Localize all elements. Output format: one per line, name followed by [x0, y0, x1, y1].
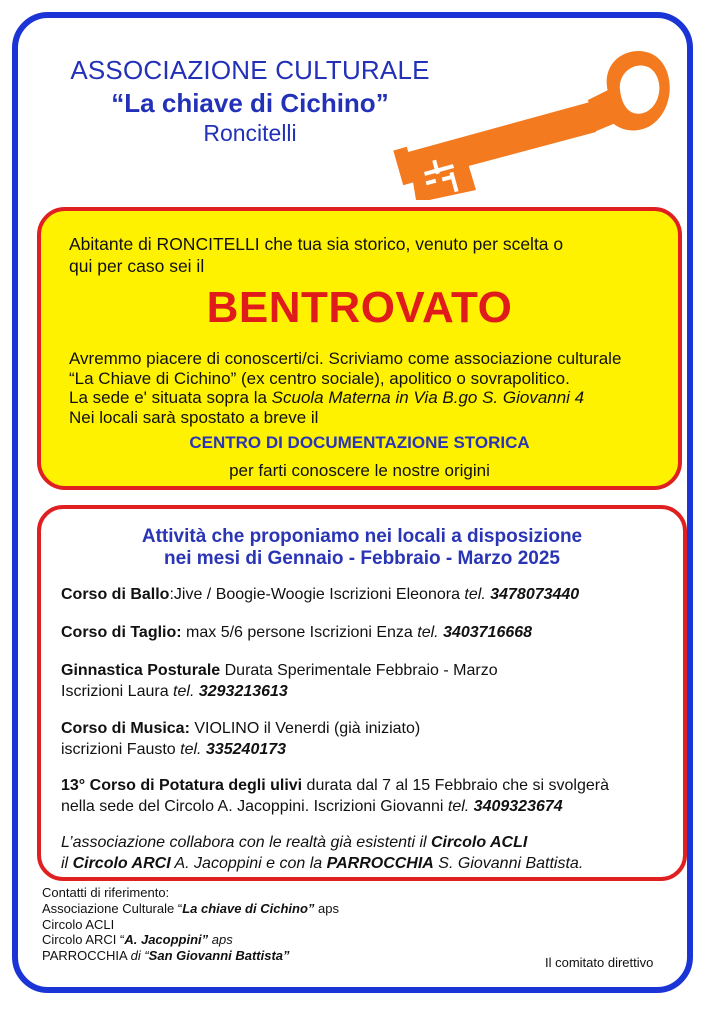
activity-name: Corso di Taglio:: [61, 624, 182, 641]
body-line: Nei locali sarà spostato a breve il: [69, 407, 319, 427]
association-town: Roncitelli: [203, 120, 297, 146]
phone-number: 3409323674: [473, 798, 563, 815]
body-text: La sede e' situata sopra la: [69, 388, 272, 407]
association-name: “La chiave di Cichino”: [111, 88, 389, 118]
activity-potatura: [61, 775, 676, 817]
activity-desc: nella sede del Circolo A. Jacoppini. Iscrizioni Giovanni: [61, 798, 448, 815]
activity-desc: iscrizioni Fausto: [61, 741, 181, 758]
contact-text: aps: [314, 900, 339, 916]
welcome-headline: BENTROVATO: [206, 283, 513, 332]
collab-text: L’associazione collabora con le realtà già esistenti il: [61, 834, 431, 851]
activities-title: [41, 526, 683, 570]
body-line: Avremmo piacere di conoscerti/ci. Scriviamo come associazione culturale: [69, 349, 622, 368]
collab-partner: PARROCCHIA: [326, 855, 434, 872]
tel-label: tel.: [417, 624, 439, 641]
contact-name: A. Jacoppini”: [124, 932, 209, 948]
collab-text: il: [61, 855, 73, 872]
body-line: “La Chiave di Cichino” (ex centro sociale), apolitico o sovrapolitico.: [69, 368, 570, 388]
intro-line: Abitante di RONCITELLI che tua sia storico, venuto per scelta o: [69, 234, 564, 254]
activity-desc: max 5/6 persone Iscrizioni Enza: [181, 624, 418, 641]
contact-line: [42, 932, 422, 948]
association-title: ASSOCIAZIONE CULTURALE: [70, 55, 430, 85]
activity-name: Corso di Ballo: [61, 586, 170, 603]
activity-desc: durata dal 7 al 15 Febbraio che si svolgerà: [302, 777, 609, 794]
contacts-block: [42, 885, 422, 964]
collaboration-note: [61, 832, 676, 874]
tel-label: tel.: [464, 586, 486, 603]
collab-partner: Circolo ARCI: [72, 855, 171, 872]
phone-number: 3293213613: [198, 683, 288, 700]
documentation-subtitle: per farti conoscere le nostre origini: [229, 461, 490, 480]
activity-ginnastica: [61, 660, 676, 702]
documentation-center: CENTRO DI DOCUMENTAZIONE STORICA: [189, 433, 530, 452]
activity-desc: Iscrizioni Laura: [61, 683, 174, 700]
intro-line: qui per caso sei il: [69, 256, 205, 276]
welcome-box: [37, 207, 682, 490]
welcome-body: [69, 349, 669, 427]
collab-text: S. Giovanni Battista.: [433, 855, 584, 872]
contact-text: aps: [208, 932, 233, 948]
contact-text: Associazione Culturale “: [42, 900, 183, 916]
tel-label: tel.: [173, 683, 195, 700]
activity-ballo: [61, 584, 676, 605]
contact-text: PARROCCHIA: [42, 948, 131, 964]
activity-taglio: [61, 622, 676, 643]
contact-line: [42, 948, 422, 964]
title-line: Attività che proponiamo nei locali a disposizione: [141, 526, 583, 547]
phone-number: 3403716668: [443, 624, 533, 641]
tel-label: tel.: [447, 798, 470, 815]
tel-label: tel.: [180, 741, 202, 758]
contact-name: San Giovanni Battista”: [148, 948, 290, 964]
activity-name: Corso di Musica:: [61, 720, 190, 737]
contacts-heading: Contatti di riferimento:: [42, 885, 170, 900]
collab-partner: Circolo ACLI: [431, 834, 528, 851]
collab-text: A. Jacoppini e con la: [170, 855, 327, 872]
body-line: [69, 388, 669, 408]
activities-box: [37, 505, 687, 881]
address-text: Scuola Materna in Via B.go S. Giovanni 4: [271, 388, 585, 407]
welcome-intro: [69, 233, 659, 277]
signature: Il comitato direttivo: [545, 955, 654, 970]
contact-text: di “: [130, 948, 149, 964]
activity-musica: [61, 718, 676, 760]
contact-line: [42, 901, 422, 917]
activity-desc: VIOLINO il Venerdi (già iniziato): [189, 720, 421, 737]
contact-name: La chiave di Cichino”: [182, 900, 315, 916]
activity-name: Ginnastica Posturale: [61, 662, 221, 679]
title-line: nei mesi di Gennaio - Febbraio - Marzo 2025: [164, 548, 560, 569]
key-icon: [380, 40, 680, 200]
activity-name: 13° Corso di Potatura degli ulivi: [61, 777, 303, 794]
contact-text: Circolo ARCI “: [42, 932, 125, 948]
phone-number: 3478073440: [490, 586, 580, 603]
contact-line: Circolo ACLI: [42, 916, 115, 932]
activity-desc: Durata Sperimentale Febbraio - Marzo: [220, 662, 498, 679]
activity-desc: :Jive / Boogie-Woogie Iscrizioni Eleonora: [169, 586, 465, 603]
phone-number: 335240173: [205, 741, 287, 758]
